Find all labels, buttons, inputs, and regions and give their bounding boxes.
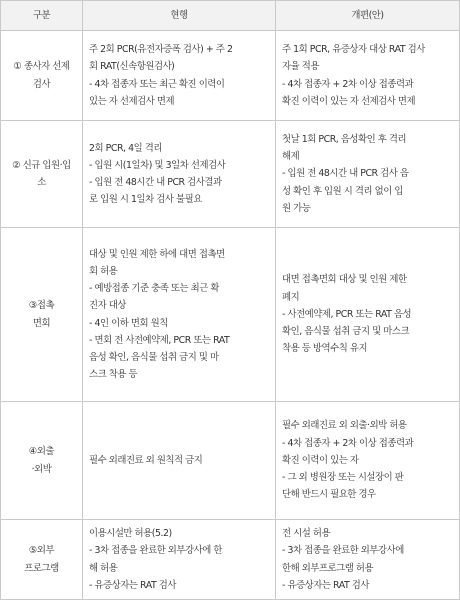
table-row xyxy=(1,228,460,402)
current-line: - 3차 접종을 완료한 외부강사에 한 xyxy=(89,545,222,557)
row-category xyxy=(1,121,83,228)
category-line: ④외출 xyxy=(28,446,55,458)
current-line: - 면회 전 사전예약제, PCR 또는 RAT xyxy=(89,334,230,346)
proposed-line: 해제 xyxy=(282,151,300,163)
category-line: 면회 xyxy=(32,317,51,329)
row-category xyxy=(1,402,83,520)
row-category xyxy=(1,228,83,402)
row-category xyxy=(1,520,83,600)
proposed-line: 확진 이력이 있는 자 선제검사 면제 xyxy=(282,95,416,107)
proposed-line: 주 1회 PCR, 유증상자 대상 RAT 검사 xyxy=(282,44,425,56)
proposed-policy xyxy=(276,121,460,228)
current-line: - 입원 전 48시간 내 PCR 검사결과 xyxy=(89,177,222,188)
current-policy xyxy=(83,228,276,402)
current-line: 스크 착용 등 xyxy=(89,369,138,381)
proposed-line: 착용 등 방역수칙 유지 xyxy=(282,343,368,355)
current-line: 대상 및 인원 제한 하에 대면 접촉면 xyxy=(89,248,225,260)
proposed-line: 성 확인 후 입원 시 격리 없이 입 xyxy=(282,185,403,197)
current-line: - 4차 접종자 또는 최근 확진 이력이 xyxy=(89,78,225,90)
current-policy xyxy=(83,402,276,520)
proposed-policy xyxy=(276,31,460,121)
current-line: 주 2회 PCR(유전자증폭 검사) + 주 2 xyxy=(89,44,233,56)
table-row xyxy=(1,31,460,121)
current-line: - 예방접종 기준 충족 또는 최근 확 xyxy=(89,283,219,295)
proposed-line: 전 시설 허용 xyxy=(282,528,331,540)
category-line: ③접촉 xyxy=(28,300,55,312)
category-line: ② 신규 입원·입 xyxy=(12,159,71,171)
proposed-line: 자율 적용 xyxy=(282,61,319,73)
table-row xyxy=(1,121,460,228)
table-row xyxy=(1,520,460,600)
current-line: 음성 확인, 음식물 섭취 금지 및 마 xyxy=(89,351,219,363)
current-line: 2회 PCR, 4일 격리 xyxy=(89,142,162,154)
row-category xyxy=(1,31,83,121)
current-policy xyxy=(83,31,276,121)
proposed-line: - 4차 접종자 + 2차 이상 접종력과 xyxy=(282,437,414,449)
proposed-policy xyxy=(276,520,460,600)
current-line: 진자 대상 xyxy=(89,300,126,312)
current-line: 있는 자 선제검사 면제 xyxy=(89,95,175,107)
category-line: ⑤외부 xyxy=(28,545,55,557)
category-line: 검사 xyxy=(32,78,51,90)
category-line: ·외박 xyxy=(31,463,52,475)
proposed-line: - 사전예약제, PCR 또는 RAT 음성 xyxy=(282,308,412,320)
current-policy xyxy=(83,520,276,600)
proposed-line: 원 가능 xyxy=(282,202,311,214)
category-line: 소 xyxy=(37,177,46,188)
current-line: 회 허용 xyxy=(89,265,118,277)
proposed-line: 확인, 음식물 섭취 금지 및 마스크 xyxy=(282,326,410,338)
header-current: 현행 xyxy=(83,1,276,31)
current-line: 이용시설만 허용(5.2) xyxy=(89,528,172,540)
current-line: 로 입원 시 1일차 검사 불필요 xyxy=(89,194,202,206)
proposed-line: 단해 반드시 필요한 경우 xyxy=(282,489,376,501)
header-row xyxy=(1,1,460,31)
header-proposed: 개편(안) xyxy=(276,1,460,31)
proposed-line: 첫날 1회 PCR, 음성확인 후 격리 xyxy=(282,133,407,145)
proposed-line: - 4차 접종자 + 2차 이상 접종력과 xyxy=(282,78,414,90)
proposed-line: 대면 접촉면회 대상 및 인원 제한 xyxy=(282,274,407,286)
proposed-line: - 입원 전 48시간 내 PCR 검사 음 xyxy=(282,168,409,180)
table-row xyxy=(1,402,460,520)
proposed-line: 폐지 xyxy=(282,291,300,303)
proposed-policy xyxy=(276,402,460,520)
category-line: ① 종사자 선제 xyxy=(13,61,70,73)
current-line: - 입원 시(1일차) 및 3일차 선제검사 xyxy=(89,159,226,171)
proposed-line: 한해 외부프로그램 허용 xyxy=(282,562,374,574)
current-line: 필수 외래진료 외 원칙적 금지 xyxy=(89,454,203,466)
current-line: - 유증상자는 RAT 검사 xyxy=(89,579,176,591)
header-category: 구분 xyxy=(1,1,83,31)
proposed-policy xyxy=(276,228,460,402)
proposed-line: 확진 이력이 있는 자 xyxy=(282,454,359,466)
current-line: - 4인 이하 면회 원칙 xyxy=(89,317,168,329)
category-line: 프로그램 xyxy=(24,562,59,574)
proposed-line: - 그 외 병원장 또는 시설장이 판 xyxy=(282,472,404,484)
current-line: 해 허용 xyxy=(89,562,118,574)
proposed-line: 필수 외래진료 외 외출·외박 허용 xyxy=(282,420,407,432)
current-line: 회 RAT(신속항원검사) xyxy=(89,61,175,73)
proposed-line: - 3차 접종을 완료한 외부강사에 xyxy=(282,545,404,557)
current-policy xyxy=(83,121,276,228)
proposed-line: - 유증상자는 RAT 검사 xyxy=(282,579,369,591)
